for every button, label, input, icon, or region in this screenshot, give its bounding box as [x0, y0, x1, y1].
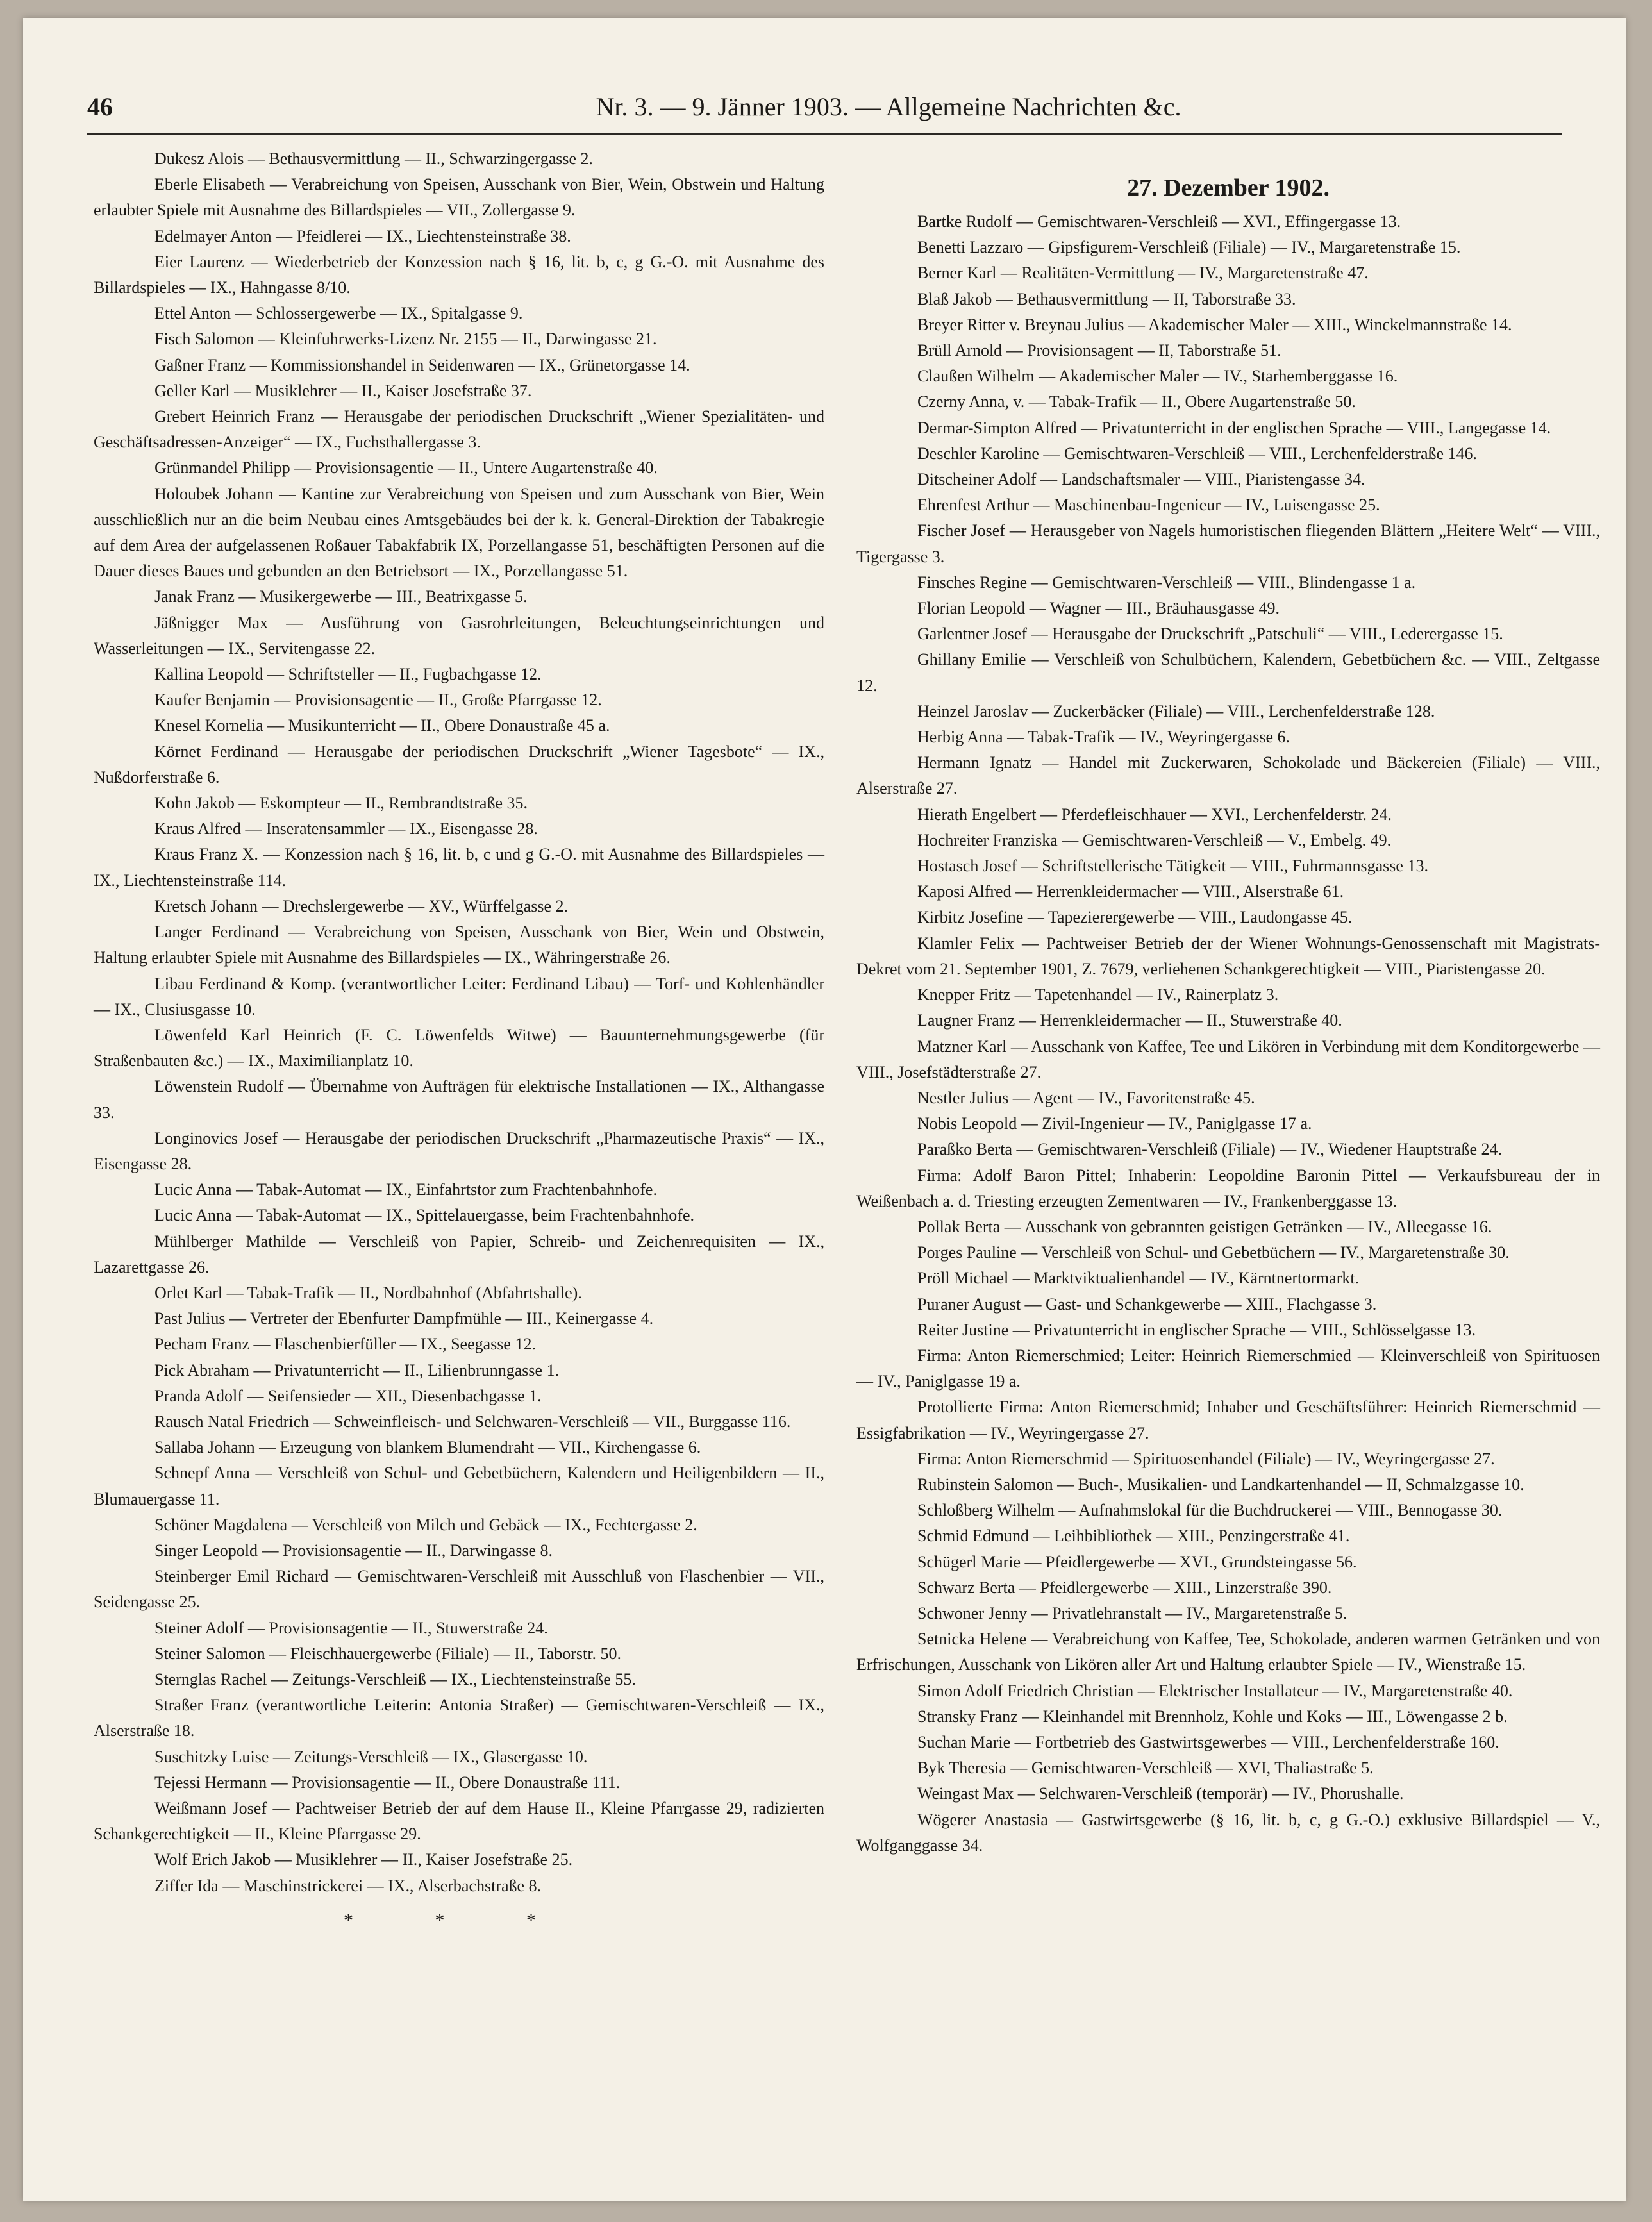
list-item: Kraus Alfred — Inseratensammler — IX., Eisengasse 28.: [154, 819, 538, 839]
list-item: Langer Ferdinand — Verabreichung von Speisen, Ausschank von Bier, Wein und Obstwein, Haltung erlaubter Spiele mit Ausnahme des Billardspieles — IX., Währingerstraße 26.: [94, 923, 824, 967]
list-item: Lucic Anna — Tabak-Automat — IX., Einfahrtstor zum Frachtenbahnhofe.: [154, 1180, 657, 1199]
list-item: Holoubek Johann — Kantine zur Verabreichung von Speisen und zum Ausschank von Bier, Wein ausschließlich nur an die beim Neubau eines Amtsgebäudes bei der k. k. General-Direktion der Tabakregie auf dem Area der aufgelassenen Roßauer Tabakfabrik IX, Porzellangasse 51, beschäftigten Personen auf die Dauer dieses Baues und gebunden an den Betriebsort — IX., Porzellangasse 51.: [94, 484, 824, 581]
list-item: Hermann Ignatz — Handel mit Zuckerwaren, Schokolade und Bäckereien (Filiale) — VIII., Alserstraße 27.: [856, 753, 1600, 798]
list-item: Kirbitz Josefine — Tapezierergewerbe — VIII., Laudongasse 45.: [917, 908, 1353, 927]
list-item: Pecham Franz — Flaschenbierfüller — IX., Seegasse 12.: [154, 1335, 536, 1354]
list-item: Fischer Josef — Herausgeber von Nagels humoristischen fliegenden Blättern „Heitere Welt“ — VIII., Tigergasse 3.: [856, 521, 1600, 566]
list-item: Schöner Magdalena — Verschleiß von Milch und Gebäck — IX., Fechtergasse 2.: [154, 1515, 697, 1534]
list-item: Puraner August — Gast- und Schankgewerbe — XIII., Flachgasse 3.: [917, 1294, 1377, 1314]
list-item: Benetti Lazzaro — Gipsfigurem-Verschleiß (Filiale) — IV., Margaretenstraße 15.: [917, 238, 1461, 257]
page-number: 46: [87, 92, 113, 121]
list-item: Löwenfeld Karl Heinrich (F. C. Löwenfelds Witwe) — Bauunternehmungsgewerbe (für Straßenbauten &c.) — IX., Maximilianplatz 10.: [94, 1025, 824, 1071]
date-heading: 27. Dezember 1902.: [1127, 174, 1330, 201]
list-item: Schwoner Jenny — Privatlehranstalt — IV., Margaretenstraße 5.: [917, 1603, 1347, 1623]
list-item: Kaposi Alfred — Herrenkleidermacher — VIII., Alserstraße 61.: [917, 882, 1344, 901]
list-item: Orlet Karl — Tabak-Trafik — II., Nordbahnhof (Abfahrtshalle).: [154, 1283, 582, 1302]
list-item: Past Julius — Vertreter der Ebenfurter Dampfmühle — III., Keinergasse 4.: [154, 1309, 654, 1328]
list-item: Eberle Elisabeth — Verabreichung von Speisen, Ausschank von Bier, Wein, Obstwein und Haltung erlaubter Spiele mit Ausnahme des Billardspieles — VII., Zollergasse 9.: [94, 175, 824, 220]
list-item: Simon Adolf Friedrich Christian — Elektrischer Installateur — IV., Margaretenstraße 40.: [917, 1681, 1513, 1700]
list-item: Knesel Kornelia — Musikunterricht — II., Obere Donaustraße 45 a.: [154, 716, 610, 735]
list-item: Geller Karl — Musiklehrer — II., Kaiser Josefstraße 37.: [154, 381, 532, 400]
list-item: Hochreiter Franziska — Gemischtwaren-Verschleiß — V., Embelg. 49.: [917, 830, 1392, 849]
list-item: Ettel Anton — Schlossergewerbe — IX., Spitalgasse 9.: [154, 304, 523, 323]
list-item: Grünmandel Philipp — Provisionsagentie — II., Untere Augartenstraße 40.: [154, 458, 658, 478]
list-item: Hierath Engelbert — Pferdefleischhauer — XVI., Lerchenfelderstr. 24.: [917, 805, 1392, 824]
list-item: Dukesz Alois — Bethausvermittlung — II., Schwarzingergasse 2.: [154, 149, 594, 168]
list-item: Breyer Ritter v. Breynau Julius — Akademischer Maler — XIII., Winckelmannstraße 14.: [917, 315, 1512, 334]
list-item: Wögerer Anastasia — Gastwirtsgewerbe (§ 16, lit. b, c, g G.-O.) exklusive Billardspiel — V., Wolfganggasse 34.: [856, 1810, 1600, 1855]
list-item: Stransky Franz — Kleinhandel mit Brennholz, Kohle und Koks — III., Löwengasse 2 b.: [917, 1707, 1508, 1726]
list-item: Reiter Justine — Privatunterricht in englischer Sprache — VIII., Schlösselgasse 13.: [917, 1320, 1476, 1339]
list-item: Tejessi Hermann — Provisionsagentie — II., Obere Donaustraße 111.: [154, 1773, 621, 1792]
list-item: Pick Abraham — Privatunterricht — II., Lilienbrunngasse 1.: [154, 1360, 560, 1380]
list-item: Czerny Anna, v. — Tabak-Trafik — II., Obere Augartenstraße 50.: [917, 392, 1356, 412]
list-item: Körnet Ferdinand — Herausgabe der periodischen Druckschrift „Wiener Tagesbote“ — IX., Nußdorferstraße 6.: [94, 742, 824, 787]
header-rule: [87, 133, 1562, 135]
list-item: Herbig Anna — Tabak-Trafik — IV., Weyringergasse 6.: [917, 728, 1290, 747]
list-item: Pollak Berta — Ausschank von gebrannten geistigen Getränken — IV., Alleegasse 16.: [917, 1217, 1492, 1236]
list-item: Ziffer Ida — Maschinstrickerei — IX., Alserbachstraße 8.: [154, 1876, 542, 1895]
list-item: Wolf Erich Jakob — Musiklehrer — II., Kaiser Josefstraße 25.: [154, 1850, 573, 1869]
list-item: Suchan Marie — Fortbetrieb des Gastwirtsgewerbes — VIII., Lerchenfelderstraße 160.: [917, 1732, 1499, 1751]
page-header: [87, 92, 1613, 130]
list-item: Bartke Rudolf — Gemischtwaren-Verschleiß — XVI., Effingergasse 13.: [917, 212, 1401, 231]
section-separator: * * *: [344, 1909, 574, 1931]
list-item: Deschler Karoline — Gemischtwaren-Verschleiß — VIII., Lerchenfelderstraße 146.: [917, 444, 1478, 463]
list-item: Firma: Anton Riemerschmied; Leiter: Heinrich Riemerschmied — Kleinverschleiß von Spirituosen — IV., Paniglgasse 19 a.: [856, 1346, 1600, 1391]
list-item: Heinzel Jaroslav — Zuckerbäcker (Filiale) — VIII., Lerchenfelderstraße 128.: [917, 701, 1435, 721]
list-item: Hostasch Josef — Schriftstellerische Tätigkeit — VIII., Fuhrmannsgasse 13.: [917, 856, 1428, 876]
list-item: Fisch Salomon — Kleinfuhrwerks-Lizenz Nr. 2155 — II., Darwingasse 21.: [154, 330, 657, 349]
list-item: Schloßberg Wilhelm — Aufnahmslokal für die Buchdruckerei — VIII., Bennogasse 30.: [917, 1501, 1503, 1520]
list-item: Pranda Adolf — Seifensieder — XII., Diesenbachgasse 1.: [154, 1386, 542, 1405]
list-item: Ditscheiner Adolf — Landschaftsmaler — VIII., Piaristengasse 34.: [917, 470, 1365, 489]
list-item: Firma: Anton Riemerschmid — Spirituosenhandel (Filiale) — IV., Weyringergasse 27.: [917, 1449, 1495, 1468]
list-item: Schnepf Anna — Verschleiß von Schul- und Gebetbüchern, Kalendern und Heiligenbildern — II., Blumauergasse 11.: [94, 1464, 824, 1508]
list-item: Schmid Edmund — Leihbibliothek — XIII., Penzingerstraße 41.: [917, 1526, 1350, 1546]
list-item: Setnicka Helene — Verabreichung von Kaffee, Tee, Schokolade, anderen warmen Getränken und von Erfrischungen, Ausschank von Likören aller Art und Haltung erlaubter Spiele — IV., Wienstraße 15.: [856, 1630, 1600, 1675]
list-item: Paraßko Berta — Gemischtwaren-Verschleiß (Filiale) — IV., Wiedener Hauptstraße 24.: [917, 1140, 1503, 1159]
list-item: Byk Theresia — Gemischtwaren-Verschleiß — XVI, Thaliastraße 5.: [917, 1758, 1374, 1778]
document-page: [23, 18, 1626, 2201]
list-item: Eier Laurenz — Wiederbetrieb der Konzession nach § 16, lit. b, c, g G.-O. mit Ausnahme des Billardspieles — IX., Hahngasse 8/10.: [94, 252, 824, 297]
list-item: Kohn Jakob — Eskompteur — II., Rembrandtstraße 35.: [154, 794, 528, 813]
list-item: Matzner Karl — Ausschank von Kaffee, Tee und Likören in Verbindung mit dem Konditorgewerbe — VIII., Josefstädterstraße 27.: [856, 1037, 1600, 1082]
list-item: Knepper Fritz — Tapetenhandel — IV., Rainerplatz 3.: [917, 985, 1279, 1005]
list-item: Blaß Jakob — Bethausvermittlung — II, Taborstraße 33.: [917, 289, 1296, 308]
list-item: Brüll Arnold — Provisionsagent — II, Taborstraße 51.: [917, 341, 1281, 360]
list-item: Pröll Michael — Marktviktualienhandel — IV., Kärntnertormarkt.: [917, 1269, 1360, 1288]
list-item: Nestler Julius — Agent — IV., Favoritenstraße 45.: [917, 1088, 1255, 1107]
list-item: Schwarz Berta — Pfeidlergewerbe — XIII., Linzerstraße 390.: [917, 1578, 1332, 1597]
list-item: Sternglas Rachel — Zeitungs-Verschleiß — IX., Liechtensteinstraße 55.: [154, 1669, 636, 1689]
list-item: Florian Leopold — Wagner — III., Bräuhausgasse 49.: [917, 599, 1280, 618]
list-item: Schügerl Marie — Pfeidlergewerbe — XVI., Grundsteingasse 56.: [917, 1552, 1357, 1571]
list-item: Protollierte Firma: Anton Riemerschmid; Inhaber und Geschäftsführer: Heinrich Riemerschmid — Essigfabrikation — IV., Weyringergasse 27.: [856, 1398, 1600, 1442]
list-item: Straßer Franz (verantwortliche Leiterin: Antonia Straßer) — Gemischtwaren-Verschleiß — IX., Alserstraße 18.: [94, 1696, 824, 1741]
list-item: Singer Leopold — Provisionsagentie — II., Darwingasse 8.: [154, 1541, 553, 1560]
list-item: Löwenstein Rudolf — Übernahme von Aufträgen für elektrische Installationen — IX., Althangasse 33.: [94, 1077, 824, 1122]
list-item: Libau Ferdinand & Komp. (verantwortlicher Leiter: Ferdinand Libau) — Torf- und Kohlenhändler — IX., Clusiusgasse 10.: [94, 974, 824, 1019]
list-item: Mühlberger Mathilde — Verschleiß von Papier, Schreib- und Zeichenrequisiten — IX., Lazarettgasse 26.: [94, 1232, 824, 1276]
list-item: Kretsch Johann — Drechslergewerbe — XV., Würffelgasse 2.: [154, 896, 569, 915]
running-title: Nr. 3. — 9. Jänner 1903. — Allgemeine Nachrichten &c.: [596, 92, 1181, 121]
list-item: Ghillany Emilie — Verschleiß von Schulbüchern, Kalendern, Gebetbüchern &c. — VIII., Zeltgasse 12.: [856, 650, 1600, 695]
list-item: Kaufer Benjamin — Provisionsagentie — II., Große Pfarrgasse 12.: [154, 690, 602, 710]
list-item: Dermar-Simpton Alfred — Privatunterricht in der englischen Sprache — VIII., Langegasse 14.: [917, 418, 1551, 437]
list-item: Longinovics Josef — Herausgabe der periodischen Druckschrift „Pharmazeutische Praxis“ — IX., Eisengasse 28.: [94, 1128, 824, 1173]
list-item: Lucic Anna — Tabak-Automat — IX., Spittelauergasse, beim Frachtenbahnhofe.: [154, 1206, 694, 1225]
list-item: Rubinstein Salomon — Buch-, Musikalien- und Landkartenhandel — II, Schmalzgasse 10.: [917, 1474, 1524, 1494]
list-item: Garlentner Josef — Herausgabe der Druckschrift „Patschuli“ — VIII., Lederergasse 15.: [917, 624, 1503, 644]
list-item: Janak Franz — Musikergewerbe — III., Beatrixgasse 5.: [154, 587, 528, 606]
list-item: Laugner Franz — Herrenkleidermacher — II., Stuwerstraße 40.: [917, 1011, 1342, 1030]
list-item: Weingast Max — Selchwaren-Verschleiß (temporär) — IV., Phorushalle.: [917, 1784, 1404, 1803]
list-item: Firma: Adolf Baron Pittel; Inhaberin: Leopoldine Baronin Pittel — Verkaufsbureau der in Weißenbach a. d. Triesting erzeugten Zementwaren — IV., Frankenberggasse 13.: [856, 1165, 1600, 1210]
list-item: Nobis Leopold — Zivil-Ingenieur — IV., Paniglgasse 17 a.: [917, 1114, 1312, 1133]
list-item: Weißmann Josef — Pachtweiser Betrieb der auf dem Hause II., Kleine Pfarrgasse 29, radizierten Schankgerechtigkeit — II., Kleine Pfarrgasse 29.: [94, 1799, 824, 1844]
list-item: Steinberger Emil Richard — Gemischtwaren-Verschleiß mit Ausschluß von Flaschenbier — VII., Seidengasse 25.: [94, 1567, 824, 1612]
list-item: Jäßnigger Max — Ausführung von Gasrohrleitungen, Beleuchtungseinrichtungen und Wasserleitungen — IX., Servitengasse 22.: [94, 613, 824, 658]
list-item: Berner Karl — Realitäten-Vermittlung — IV., Margaretenstraße 47.: [917, 263, 1369, 283]
list-item: Porges Pauline — Verschleiß von Schul- und Gebetbüchern — IV., Margaretenstraße 30.: [917, 1243, 1510, 1262]
list-item: Grebert Heinrich Franz — Herausgabe der periodischen Druckschrift „Wiener Spezialitäten- und Geschäftsadressen-Anzeiger“ — IX., Fuchsthallergasse 3.: [94, 407, 824, 452]
list-item: Steiner Adolf — Provisionsagentie — II., Stuwerstraße 24.: [154, 1618, 548, 1637]
list-item: Steiner Salomon — Fleischhauergewerbe (Filiale) — II., Taborstr. 50.: [154, 1644, 621, 1663]
left-column: [94, 146, 824, 1934]
list-item: Kraus Franz X. — Konzession nach § 16, lit. b, c und g G.-O. mit Ausnahme des Billardspieles — IX., Liechtensteinstraße 114.: [94, 845, 824, 890]
list-item: Finsches Regine — Gemischtwaren-Verschleiß — VIII., Blindengasse 1 a.: [917, 572, 1416, 592]
list-item: Kallina Leopold — Schriftsteller — II., Fugbachgasse 12.: [154, 665, 542, 684]
list-item: Suschitzky Luise — Zeitungs-Verschleiß — IX., Glasergasse 10.: [154, 1747, 588, 1766]
list-item: Sallaba Johann — Erzeugung von blankem Blumendraht — VII., Kirchengasse 6.: [154, 1438, 701, 1457]
list-item: Edelmayer Anton — Pfeidlerei — IX., Liechtensteinstraße 38.: [154, 226, 571, 246]
list-item: Claußen Wilhelm — Akademischer Maler — IV., Starhemberggasse 16.: [917, 367, 1398, 386]
list-item: Rausch Natal Friedrich — Schweinfleisch- und Selchwaren-Verschleiß — VII., Burggasse 116.: [154, 1412, 791, 1431]
right-column: [856, 146, 1600, 1859]
list-item: Klamler Felix — Pachtweiser Betrieb der der Wiener Wohnungs-Genossenschaft mit Magistrats-Dekret vom 21. September 1901, Z. 7679, verliehenen Schankgerechtigkeit — VIII., Piaristengasse 20.: [856, 933, 1600, 978]
list-item: Ehrenfest Arthur — Maschinenbau-Ingenieur — IV., Luisengasse 25.: [917, 496, 1380, 515]
list-item: Gaßner Franz — Kommissionshandel in Seidenwaren — IX., Grünetorgasse 14.: [154, 355, 690, 374]
